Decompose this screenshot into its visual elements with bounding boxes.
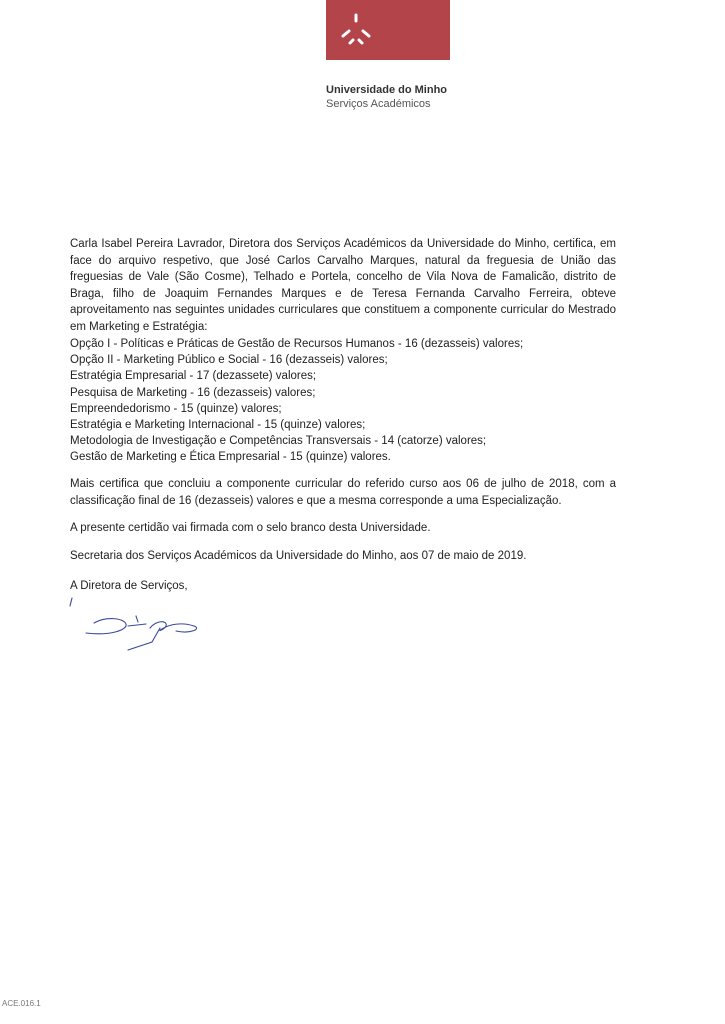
- course-list: [70, 336, 630, 466]
- university-name: Universidade do Minho: [326, 84, 448, 96]
- conclusion-paragraph: Mais certifica que concluiu a componente curricular do referido curso aos 06 de julho de 2018, com a classificação final de 16 (dezasseis) valores e que a mesma corresponde a uma Especialização.: [70, 478, 616, 507]
- course-item: Estratégia Empresarial - 17 (dezassete) valores;: [70, 370, 317, 383]
- place-date: Secretaria dos Serviços Académicos da Universidade do Minho, aos 07 de maio de 2019.: [70, 550, 527, 562]
- course-item: Empreendedorismo - 15 (quinze) valores;: [70, 402, 282, 415]
- footer-code: ACE.016.1: [2, 999, 41, 1008]
- department-name: Serviços Académicos: [326, 98, 431, 110]
- course-item: Pesquisa de Marketing - 16 (dezasseis) valores;: [70, 386, 316, 399]
- course-item: Opção I - Políticas e Práticas de Gestão de Recursos Humanos - 16 (dezasseis) valores;: [70, 338, 524, 350]
- seal-statement: A presente certidão vai firmada com o selo branco desta Universidade.: [70, 522, 431, 534]
- signoff: A Diretora de Serviços,: [70, 580, 188, 592]
- course-item: Estratégia e Marketing Internacional - 15 (quinze) valores;: [70, 419, 366, 432]
- certificate-intro: Carla Isabel Pereira Lavrador, Diretora dos Serviços Académicos da Universidade do Minho, certifica, em face do arquivo respetivo, que José Carlos Carvalho Marques, natural da freguesia de União das freguesias de Vale (São Cosme), Telhado e Portela, concelho de Vila Nova de Famalicão, distrito de Braga, filho de Joaquim Fernandes Marques e de Teresa Fernanda Carvalho Ferreira, obteve aproveitamento nas seguintes unidades curriculares que constituem a componente curricular do Mestrado em Marketing e Estratégia:: [70, 238, 616, 333]
- signature-scribble: [66, 596, 216, 656]
- course-item: Opção II - Marketing Público e Social - 16 (dezasseis) valores;: [70, 354, 388, 367]
- university-logo: [326, 0, 450, 60]
- course-item: Metodologia de Investigação e Competências Transversais - 14 (catorze) valores;: [70, 435, 487, 448]
- course-item: Gestão de Marketing e Ética Empresarial - 15 (quinze) valores.: [70, 451, 391, 464]
- university-logo-icon: [326, 0, 450, 60]
